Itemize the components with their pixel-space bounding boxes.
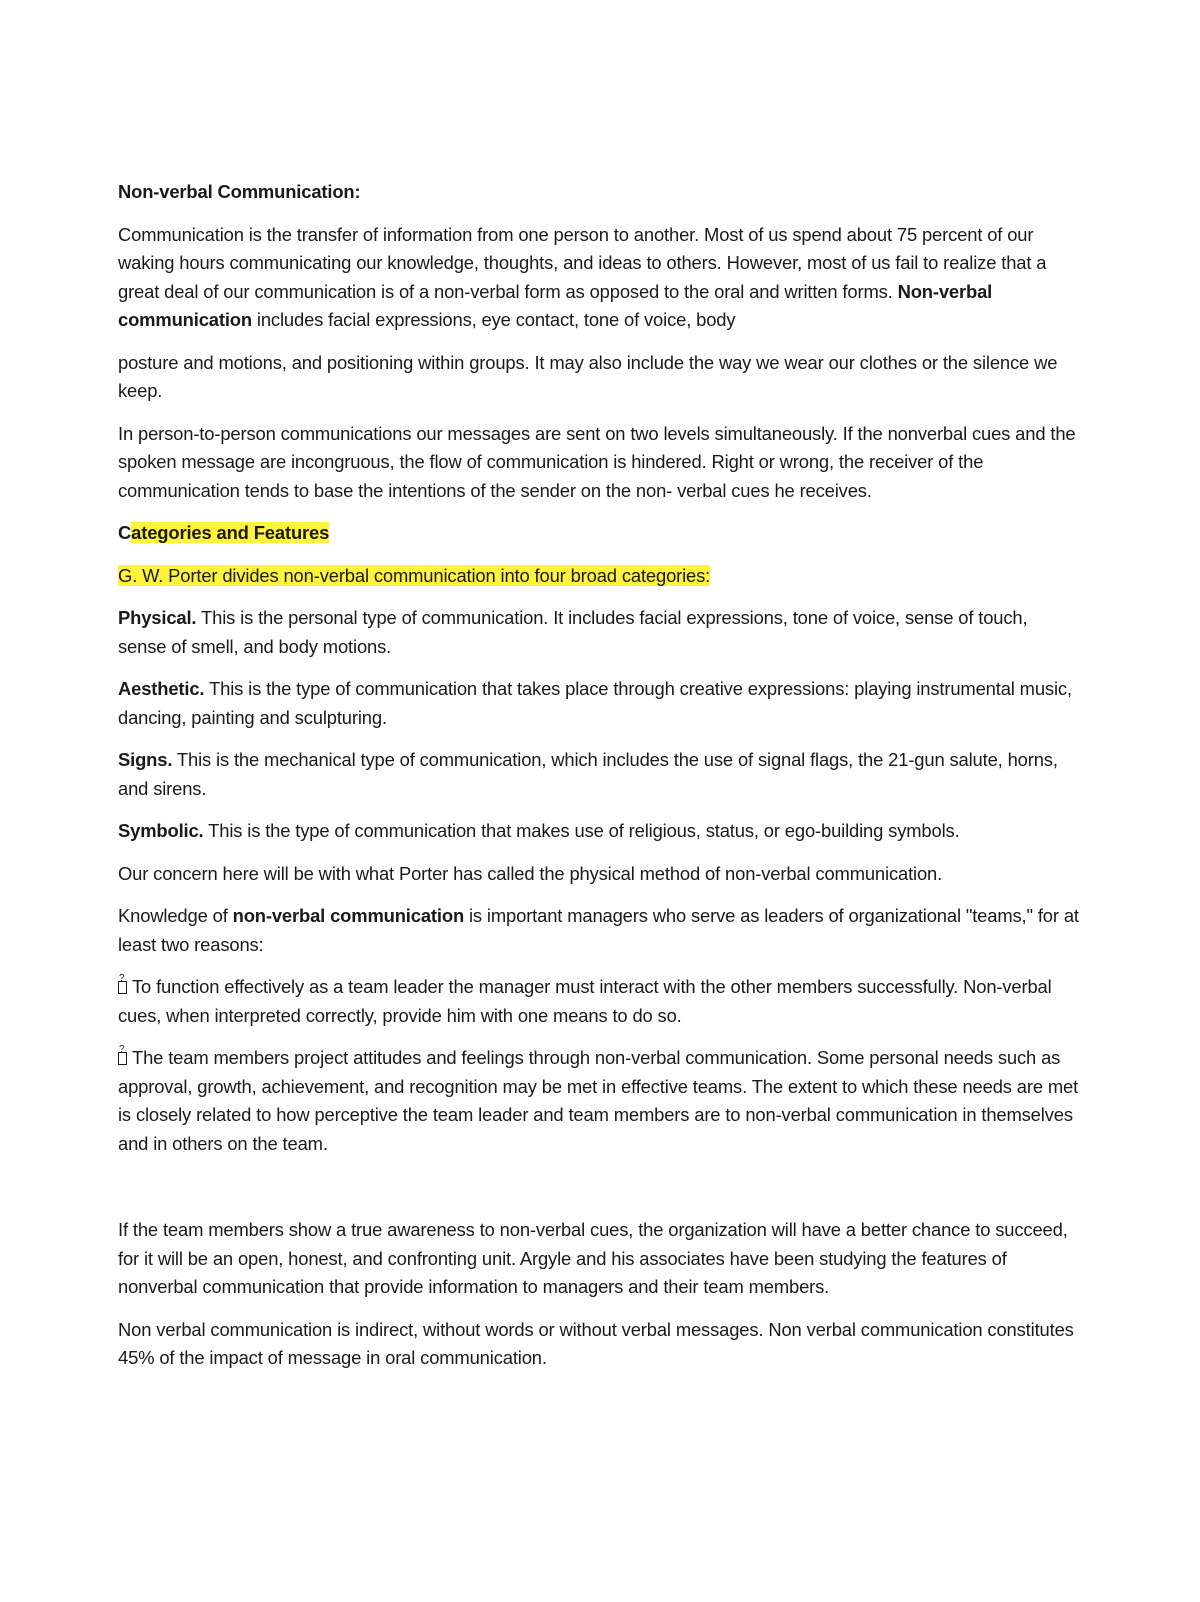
bold-term: Non-verbal communication bbox=[118, 280, 993, 330]
section-heading-highlighted: ategories and Features bbox=[131, 522, 330, 543]
category-aesthetic bbox=[118, 675, 1080, 732]
paragraph-intro bbox=[118, 221, 1080, 335]
document-page bbox=[118, 178, 1080, 1387]
category-physical bbox=[118, 604, 1080, 661]
paragraph-intro-text: Communication is the transfer of information from one person to another. Most of us spend about 75 percent of our waking hours communicating our knowledge, thoughts, and ideas to others. However, most of us fail to realize that a great deal of our communication is of a non-verbal form as opposed to the oral and written forms. bbox=[118, 223, 1047, 302]
category-signs bbox=[118, 746, 1080, 803]
porter-statement bbox=[118, 562, 1080, 591]
category-description: This is the mechanical type of communication, which includes the use of signal flags, the 21-gun salute, horns, and sirens. bbox=[118, 749, 1058, 799]
category-term: Signs. bbox=[118, 749, 173, 770]
blank-line bbox=[118, 1172, 1080, 1216]
section-heading-first-letter: C bbox=[118, 522, 132, 543]
category-term: Physical. bbox=[118, 607, 197, 628]
paragraph-concern: Our concern here will be with what Porter has called the physical method of non-verbal communication. bbox=[118, 862, 943, 884]
paragraph-posture: posture and motions, and positioning within groups. It may also include the way we wear our clothes or the silence we keep. bbox=[118, 351, 1058, 401]
paragraph-final: Non verbal communication is indirect, without words or without verbal messages. Non verbal communication constitutes 45% of the impact of message in oral communication. bbox=[118, 1318, 1074, 1368]
paragraph-person-to-person: In person-to-person communications our messages are sent on two levels simultaneously. If the nonverbal cues and the spoken message are incongruous, the flow of communication is hindered. Right or wrong, the receiver of the communication tends to base the intentions of the sender on the non- verbal cues he receives. bbox=[118, 422, 1076, 501]
paragraph-knowledge bbox=[118, 902, 1080, 959]
document-title: Non-verbal Communication: bbox=[118, 181, 361, 202]
category-description: This is the type of communication that makes use of religious, status, or ego-building symbols. bbox=[203, 820, 960, 841]
paragraph-intro-text-end: includes facial expressions, eye contact, tone of voice, body bbox=[251, 309, 736, 330]
bold-term: non-verbal communication bbox=[232, 905, 465, 926]
category-symbolic bbox=[118, 817, 1080, 846]
paragraph-knowledge-text: Knowledge of bbox=[118, 905, 233, 926]
category-description: This is the personal type of communication. It includes facial expressions, tone of voice, sense of touch, sense of smell, and body motions. bbox=[118, 607, 1028, 657]
section-heading bbox=[118, 519, 1080, 548]
category-term: Symbolic. bbox=[118, 820, 204, 841]
category-term: Aesthetic. bbox=[118, 678, 205, 699]
bullet-text: To function effectively as a team leader the manager must interact with the other members successfully. Non-verbal cues, when interpreted correctly, provide him with one means to do so. bbox=[118, 976, 1052, 1026]
missing-glyph-icon bbox=[118, 981, 127, 994]
bullet-item bbox=[118, 1044, 1080, 1158]
missing-glyph-icon bbox=[118, 1052, 127, 1065]
category-description: This is the type of communication that takes place through creative expressions: playing instrumental music, dancing, painting and sculpturing. bbox=[118, 678, 1072, 728]
paragraph-awareness: If the team members show a true awareness to non-verbal cues, the organization will have a better chance to succeed, for it will be an open, honest, and confronting unit. Argyle and his associates have been studying the features of nonverbal communication that provide information to managers and their team members. bbox=[118, 1219, 1068, 1297]
porter-statement-highlighted: G. W. Porter divides non-verbal communication into four broad categories: bbox=[118, 564, 711, 586]
bullet-text: The team members project attitudes and feelings through non-verbal communication. Some personal needs such as approval, growth, achievement, and recognition may be met in effective teams. The extent to which these needs are met is closely related to how perceptive the team leader and team members are to non-verbal communication in themselves and in others on the team. bbox=[118, 1047, 1079, 1154]
bullet-item bbox=[118, 973, 1080, 1030]
paragraph-knowledge-text-end: is important managers who serve as leaders of organizational "teams," for at least two reasons: bbox=[118, 905, 1079, 955]
